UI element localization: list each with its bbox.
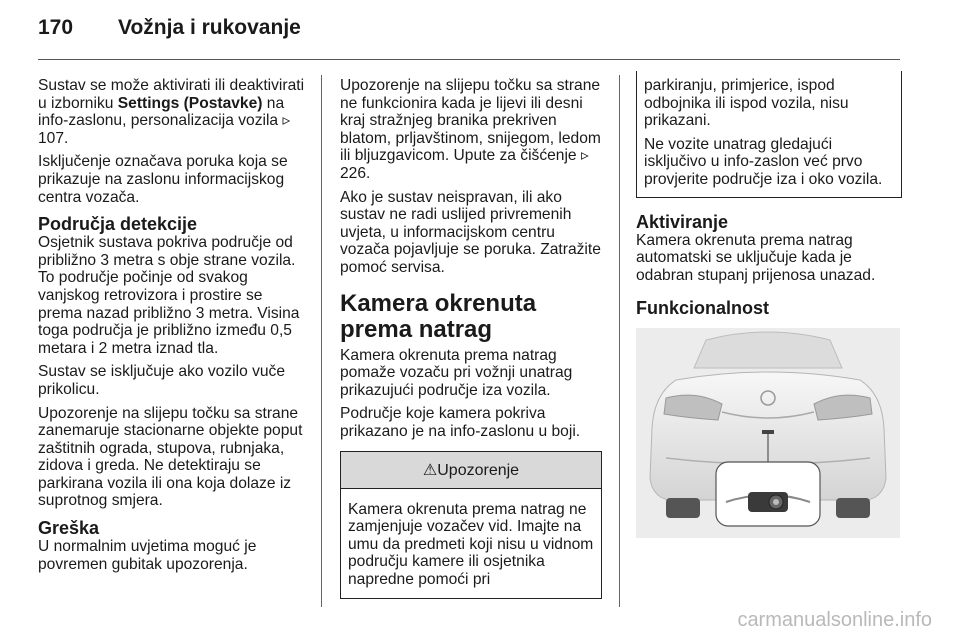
paragraph: Sustav se može aktivirati ili deaktivirati u izborniku Settings (Postavke) na info-zaslonu, personalizacija vozila ▹ 107. <box>38 77 305 147</box>
warning-header <box>341 452 601 489</box>
paragraph: Ako je sustav neispravan, ili ako sustav ne radi uslijed privremenih uvjeta, u informacijskom centru vozača pojavljuje se poruka. Zatražite pomoć servisa. <box>340 188 601 276</box>
warning-box-continued <box>636 71 902 198</box>
page-ref-arrow-icon: ▹ <box>580 147 589 165</box>
page-ref-arrow-icon: ▹ <box>282 112 291 130</box>
warning-text: parkiranju, primjerice, ispod odbojnika ili ispod vozila, nisu prikazani. <box>644 77 849 130</box>
paragraph: Kamera okrenuta prema natrag automatski se uključuje kada je odabran stupanj prijenosa unazad. <box>636 231 876 284</box>
page-number: 170 <box>38 16 74 39</box>
column-3 <box>636 73 902 538</box>
column-2 <box>340 77 602 599</box>
paragraph: U normalnim uvjetima moguć je povremen gubitak upozorenja. <box>38 538 257 573</box>
paragraph: Sustav se isključuje ako vozilo vuče prikolicu. <box>38 363 286 398</box>
warning-box <box>340 451 602 600</box>
paragraph: Isključenje označava poruka koja se prikazuje na zaslonu informacijskog centra vozača. <box>38 153 288 206</box>
warning-text: Kamera okrenuta prema natrag ne zamjenjuje vozačev vid. Imajte na umu da predmeti koji nisu u vidnom području kamere ili osjetnika napredne pomoći pri <box>348 500 594 588</box>
page-ref[interactable]: 226. <box>340 164 371 182</box>
column-divider <box>321 75 322 607</box>
section-heading-detection: Područja detekcije <box>38 214 198 235</box>
paragraph: Područje koje kamera pokriva prikazano je na info-zaslonu u boji. <box>340 405 581 440</box>
page-title: Vožnja i rukovanje <box>118 16 301 39</box>
paragraph: Osjetnik sustava pokriva područje od približno 3 metra s obje strane vozila. To područje počinje od svakog vanjskog retrovizora i prostire se prema nazad približno 3 metra. Visina toga područja je približno između 0,5 metara i 2 metra iznad tla. <box>38 234 300 357</box>
watermark: carmanualsonline.info <box>737 609 932 631</box>
paragraph: Upozorenje na slijepu točku sa strane zanemaruje stacionarne objekte poput zaštitnih ograda, stupova, rubnjaka, zidova i greda. Ne detektiraju se parkirana vozila ili ona koja dolaze iz suprotnog smjera. <box>38 404 303 510</box>
warning-triangle-icon: ⚠ <box>422 461 438 479</box>
section-heading-function: Funkcionalnost <box>636 298 770 319</box>
menu-name: Settings (Postavke) <box>117 94 263 112</box>
paragraph: Upozorenje na slijepu točku sa strane ne funkcionira kada je lijevi ili desni kraj stražnjeg branika prekriven blatom, prljavštinom, snijegom, ledom ili bljuzgavicom. Upute za čišćenje ▹ 226. <box>340 77 601 182</box>
section-heading-activation: Aktiviranje <box>636 211 729 232</box>
column-divider <box>619 75 620 607</box>
warning-title: Upozorenje <box>437 461 520 479</box>
paragraph: Kamera okrenuta prema natrag pomaže vozaču pri vožnji unatrag prikazujući područje iza vozila. <box>340 346 573 399</box>
section-heading-fault: Greška <box>38 518 100 539</box>
warning-text: Ne vozite unatrag gledajući isključivo u info-zaslon već prvo provjerite područje iza i oko vozila. <box>644 135 883 188</box>
page-header <box>38 14 900 54</box>
column-1 <box>38 77 306 579</box>
chapter-heading-camera: Kamera okrenuta prema natrag <box>340 289 537 343</box>
rear-camera-illustration <box>636 328 900 538</box>
car-rear-camera-image <box>636 328 900 538</box>
page-ref[interactable]: 107. <box>38 129 69 147</box>
header-rule <box>38 59 900 60</box>
